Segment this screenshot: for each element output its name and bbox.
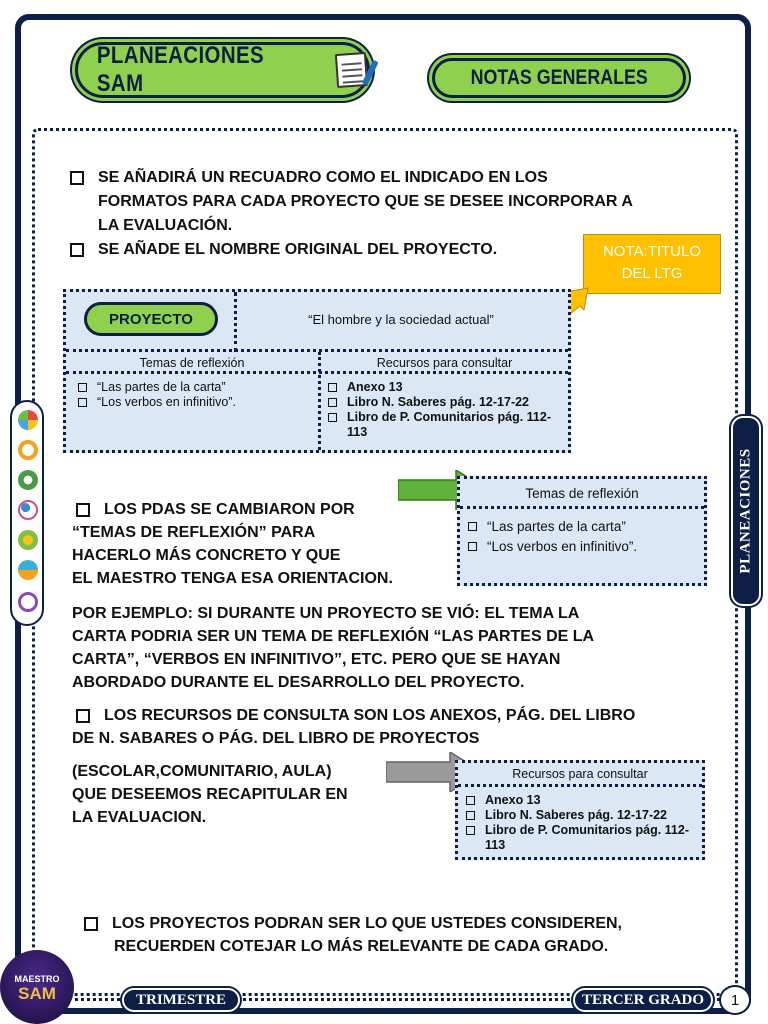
- project-table-header: [66, 354, 568, 374]
- bullet-text: LA EVALUACIÓN.: [98, 217, 233, 234]
- section-title: NOTAS GENERALES: [470, 66, 648, 89]
- bullet-text: SE AÑADE EL NOMBRE ORIGINAL DEL PROYECTO.: [98, 241, 498, 258]
- list-item-text: “Las partes de la carta”: [97, 380, 226, 394]
- project-table: [63, 289, 571, 453]
- para-line: [72, 498, 402, 521]
- flower-icon: [18, 530, 38, 550]
- temas-list: [78, 380, 314, 410]
- para-text: “TEMAS DE REFLEXIÓN” PARA: [72, 524, 316, 541]
- para-text: LOS RECURSOS DE CONSULTA SON LOS ANEXOS, PÁG. DEL LIBRO: [104, 707, 636, 724]
- checkbox-icon: [84, 917, 98, 931]
- logo-main-text: SAM: [18, 984, 56, 1003]
- list-item-text: Libro de P. Comunitarios pág. 112-113: [347, 410, 551, 439]
- mini-temas-list: [468, 517, 704, 557]
- mini-recursos-table: [455, 760, 705, 860]
- list-item-text: Libro N. Saberes pág. 12-17-22: [485, 808, 668, 822]
- list-item: [328, 410, 564, 440]
- checkbox-icon: [328, 383, 337, 392]
- para-text: RECUERDEN COTEJAR LO MÁS RELEVANTE DE CADA GRADO.: [114, 938, 609, 955]
- cycle-icon: [18, 592, 38, 612]
- checkbox-icon: [70, 243, 84, 257]
- para-line: [72, 704, 712, 727]
- para-line: [84, 912, 704, 935]
- checkbox-icon: [468, 542, 477, 551]
- mini-recursos-header: Recursos para consultar: [458, 763, 702, 787]
- checkbox-icon: [466, 826, 475, 835]
- list-item: [466, 793, 702, 808]
- mini-recursos-list: [466, 793, 702, 853]
- globe-icon: [18, 470, 38, 490]
- note-line: NOTA:TITULO: [602, 243, 702, 260]
- ring-icon: [18, 440, 38, 460]
- list-item-text: Anexo 13: [485, 793, 541, 807]
- mini-temas-table: [457, 476, 707, 586]
- logo-top-text: MAESTRO: [14, 974, 60, 984]
- list-item: [468, 517, 704, 537]
- para-text: LA EVALUACION.: [72, 809, 207, 826]
- subject-icons-strip: [10, 400, 44, 626]
- list-item-text: Libro de P. Comunitarios pág. 112-113: [485, 823, 689, 852]
- para-text: HACERLO MÁS CONCRETO Y QUE: [72, 547, 341, 564]
- list-item: [466, 808, 702, 823]
- list-item-text: “Los verbos en infinitivo”.: [97, 395, 236, 409]
- recursos-list: [328, 380, 564, 440]
- side-tab-label: PLANEACIONES: [737, 448, 754, 574]
- bullet-item: [70, 166, 710, 190]
- bullet-text: SE AÑADIRÁ UN RECUADRO COMO EL INDICADO EN LOS: [98, 169, 548, 186]
- section-title-pill: [432, 58, 686, 98]
- checkbox-icon: [78, 398, 87, 407]
- para-text: CARTA PODRIA SER UN TEMA DE REFLEXIÓN “LAS PARTES DE LA: [72, 628, 595, 645]
- divider: [318, 352, 321, 450]
- people-icon: [18, 560, 38, 580]
- checkbox-icon: [76, 503, 90, 517]
- list-item: [78, 395, 314, 410]
- para-recursos-intro: [72, 704, 712, 750]
- para-pdas: [72, 498, 402, 590]
- para-text: CARTA”, “VERBOS EN INFINITIVO”, ETC. PERO QUE SE HAYAN: [72, 651, 561, 668]
- checkbox-icon: [70, 171, 84, 185]
- checkbox-icon: [468, 522, 477, 531]
- checkbox-icon: [466, 796, 475, 805]
- col-header-temas: Temas de reflexión: [139, 356, 245, 370]
- checkbox-icon: [78, 383, 87, 392]
- list-item: [328, 395, 564, 410]
- checkbox-icon: [328, 398, 337, 407]
- para-text: ABORDADO DURANTE EL DESARROLLO DEL PROYECTO.: [72, 674, 525, 691]
- para-text: QUE DESEEMOS RECAPITULAR EN: [72, 786, 348, 803]
- para-text: EL MAESTRO TENGA ESA ORIENTACION.: [72, 570, 393, 587]
- list-item: [328, 380, 564, 395]
- exam-document-icon: [335, 52, 369, 88]
- list-item-text: “Los verbos en infinitivo”.: [487, 539, 638, 554]
- para-recursos-rest: [72, 760, 382, 829]
- list-item: [466, 823, 702, 853]
- checkbox-icon: [466, 811, 475, 820]
- list-item: [468, 537, 704, 557]
- divider: [234, 292, 237, 352]
- compass-icon: [18, 410, 38, 430]
- list-item-text: Libro N. Saberes pág. 12-17-22: [347, 395, 530, 409]
- para-example: [72, 602, 712, 694]
- project-name: “El hombre y la sociedad actual”: [308, 312, 494, 327]
- note-line: DEL LTG: [621, 265, 683, 282]
- para-text: (ESCOLAR,COMUNITARIO, AULA): [72, 763, 332, 780]
- list-item: [78, 380, 314, 395]
- main-title-pill: [75, 42, 370, 98]
- mini-temas-header: Temas de reflexión: [460, 479, 704, 509]
- checkbox-icon: [328, 413, 337, 422]
- footer-tab-grado: TERCER GRADO: [573, 988, 713, 1012]
- maestro-sam-logo: [0, 950, 74, 1024]
- link-icon: [18, 500, 38, 520]
- side-tab-planeaciones: [731, 416, 761, 606]
- page-number: 1: [719, 985, 751, 1015]
- list-item-text: Anexo 13: [347, 380, 403, 394]
- main-title: PLANEACIONES SAM: [96, 42, 265, 97]
- bullet-text: FORMATOS PARA CADA PROYECTO QUE SE DESEE INCORPORAR A: [98, 193, 633, 210]
- para-text: DE N. SABARES O PÁG. DEL LIBRO DE PROYECTOS: [72, 730, 480, 747]
- checkbox-icon: [76, 709, 90, 723]
- project-pill: PROYECTO: [84, 302, 218, 336]
- para-text: LOS PDAS SE CAMBIARON POR: [104, 501, 355, 518]
- col-header-recursos: Recursos para consultar: [376, 356, 513, 370]
- para-text: LOS PROYECTOS PODRAN SER LO QUE USTEDES CONSIDEREN,: [112, 915, 622, 932]
- para-final: [84, 912, 704, 958]
- para-text: POR EJEMPLO: SI DURANTE UN PROYECTO SE VIÓ: EL TEMA LA: [72, 605, 580, 622]
- footer-tab-trimestre: TRIMESTRE: [122, 988, 240, 1012]
- list-item-text: “Las partes de la carta”: [487, 519, 626, 534]
